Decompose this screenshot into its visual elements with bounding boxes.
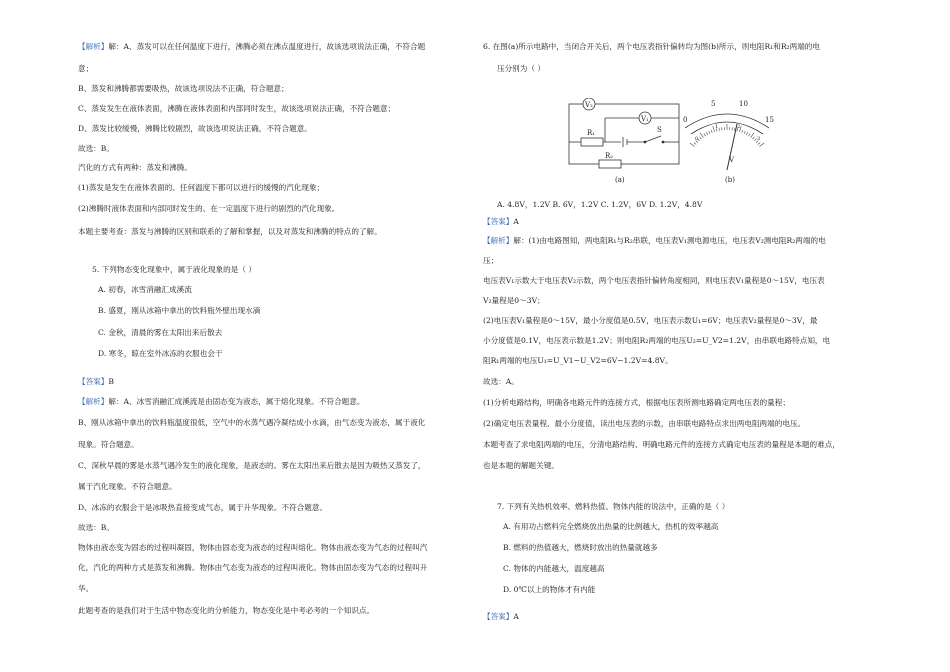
line-text: C、深秋早晨的雾是水蒸气遇冷发生的液化现象，是液态的。雾在太阳出来后散去是因为吸热又蒸发了， bbox=[78, 461, 426, 470]
meter-tick bbox=[744, 131, 745, 134]
left-line bbox=[78, 606, 374, 615]
meter-tick bbox=[706, 132, 707, 135]
meter-tick bbox=[746, 132, 747, 135]
line-text: A. 初春，冰雪消融汇成溪流 bbox=[98, 285, 192, 294]
meter-tick bbox=[690, 143, 695, 147]
scale-top-5: 5 bbox=[711, 100, 716, 108]
left-line bbox=[78, 84, 289, 93]
left-line bbox=[78, 227, 382, 236]
line-text: C. 金秋，清晨的雾在太阳出来后散去 bbox=[98, 328, 223, 337]
right-line bbox=[483, 398, 790, 407]
meter-tick bbox=[700, 137, 702, 139]
answer-tag: 【解析】 bbox=[78, 397, 109, 406]
right-line bbox=[483, 276, 825, 285]
line-text: 物体由液态变为固态的过程叫凝固，物体由固态变为液态的过程叫熔化。物体由液态变为气态的过程叫汽 bbox=[78, 543, 428, 552]
left-line bbox=[78, 144, 114, 153]
line-text: D、蒸发比较缓慢，沸腾比较剧烈，故该选项说法正确，不符合题意。 bbox=[78, 124, 312, 133]
meter-tick bbox=[758, 143, 760, 145]
line-text: A. 4.8V，1.2V B. 6V，1.2V C. 1.2V，6V D. 1.2V，4.8V bbox=[497, 200, 703, 209]
line-text: 电压表V₁示数大于电压表V₂示数，两个电压表指针偏转角度相同，则电压表V₁量程是0～15V，电压表 bbox=[483, 276, 825, 285]
meter-tick bbox=[742, 130, 743, 133]
scale-top-15: 15 bbox=[765, 116, 774, 124]
line-text: C. 物体的内能越大，温度越高 bbox=[503, 564, 605, 573]
line-text: 属于汽化现象。不符合题意。 bbox=[78, 482, 177, 491]
right-line bbox=[483, 316, 817, 325]
line-text: (2)沸腾时液体表面和内部同时发生的、在一定温度下进行的剧烈的汽化现象。 bbox=[78, 204, 340, 213]
r1-label: R₁ bbox=[587, 129, 596, 137]
line-text: B、刚从冰箱中拿出的饮料瓶温度很低，空气中的水蒸气遇冷凝结成小水滴，由气态变为液态，属于液化 bbox=[78, 418, 426, 427]
r2-label: R₂ bbox=[605, 152, 614, 160]
right-line bbox=[483, 236, 826, 245]
right-line bbox=[483, 522, 718, 531]
scale-top-10: 10 bbox=[739, 100, 748, 108]
line-text: 化，汽化的两种方式是蒸发和沸腾。物体由气态变为液态的过程叫液化。物体由固态变为气态的过程叫升 bbox=[78, 563, 428, 572]
right-line bbox=[483, 543, 658, 552]
line-text: 故选：A。 bbox=[483, 377, 519, 386]
figure-b-label: (b) bbox=[725, 176, 735, 184]
line-text: B. 盛夏，刚从冰箱中拿出的饮料瓶外壁出现水滴 bbox=[98, 306, 261, 315]
scale-bottom-0: 0 bbox=[695, 136, 699, 142]
line-text: A bbox=[513, 612, 519, 621]
figure-a-label: (a) bbox=[615, 176, 625, 184]
line-text: 意； bbox=[78, 64, 94, 73]
meter-tick bbox=[711, 130, 712, 133]
line-text: 汽化的方式有两种：蒸发和沸腾。 bbox=[78, 163, 192, 172]
right-line bbox=[483, 356, 673, 365]
line-text: A. 有用功占燃料完全燃烧放出热量的比例越大，热机的效率越高 bbox=[503, 522, 719, 531]
line-text: 压； bbox=[483, 256, 499, 265]
meter-tick bbox=[694, 143, 696, 145]
answer-tag: 【解析】 bbox=[483, 236, 514, 245]
scale-bottom-2: 2 bbox=[737, 124, 741, 130]
right-line bbox=[483, 217, 519, 226]
line-text: A bbox=[513, 217, 519, 226]
meter-tick bbox=[759, 143, 764, 147]
v2-label: V₂ bbox=[585, 101, 593, 109]
scale-bottom-3: 3 bbox=[757, 136, 761, 142]
right-line bbox=[483, 419, 805, 428]
left-line bbox=[78, 523, 114, 532]
line-text: D、冰冻的衣服会干是冰吸热直接变成气态，属于升华现象。不符合题意。 bbox=[78, 503, 328, 512]
line-text: (2)确定电压表量程、最小分度值，读出电压表的示数，由串联电路特点求出两电阻两端的电压。 bbox=[483, 419, 806, 428]
line-text: 故选：B。 bbox=[78, 523, 114, 532]
left-line bbox=[78, 461, 426, 470]
line-text: 7. 下列有关热机效率、燃料热值、物体内能的说法中，正确的是（ ） bbox=[497, 502, 730, 511]
right-line bbox=[483, 64, 545, 73]
left-line bbox=[78, 285, 192, 294]
meter-tick bbox=[709, 131, 710, 134]
left-line bbox=[78, 584, 93, 593]
left-line bbox=[78, 482, 177, 491]
meter-tick bbox=[704, 134, 706, 137]
right-line bbox=[483, 200, 702, 209]
line-text: 解：(1)由电路图知，两电阻R₁与R₂串联，电压表V₁测电源电压，电压表V₂测电阻R₂两端的电 bbox=[513, 236, 826, 245]
left-line bbox=[78, 104, 395, 113]
line-text: 解：A、冰雪消融汇成溪流是由固态变为液态，属于熔化现象。不符合题意。 bbox=[108, 397, 365, 406]
line-text: 故选：B。 bbox=[78, 144, 114, 153]
answer-tag: 【答案】 bbox=[78, 377, 109, 386]
line-text: 此题考查的是我们对于生活中物态变化的分析能力，物态变化是中考必考的一个知识点。 bbox=[78, 606, 375, 615]
line-text: 5. 下列物态变化现象中，属于液化现象的是（ ） bbox=[92, 265, 256, 274]
right-line bbox=[483, 42, 820, 51]
left-line bbox=[78, 563, 427, 572]
line-text: 小分度值是0.1V，电压表示数是1.2V；则电阻R₂两端的电压U₂=U_V2=1.2V，由串联电路特点知，电 bbox=[483, 336, 831, 345]
left-line bbox=[78, 306, 260, 315]
left-line bbox=[78, 183, 324, 192]
right-line bbox=[483, 256, 498, 265]
line-text: 现象。符合题意。 bbox=[78, 440, 139, 449]
meter-tick bbox=[700, 133, 704, 138]
line-text: B bbox=[108, 377, 114, 386]
line-text: 也是本题的解题关键。 bbox=[483, 461, 559, 470]
left-line bbox=[78, 42, 425, 51]
scale-bottom-1: 1 bbox=[715, 124, 719, 130]
line-text: 本题考查了求电阻两端的电压，分清电路结构、明确电路元件的连接方式确定电压表的量程是本题的难点， bbox=[483, 440, 840, 449]
right-line bbox=[483, 336, 830, 345]
line-text: (2)电压表V₁量程是0～15V，最小分度值是0.5V，电压表示数U₁=6V；电压表V₂量程是0～3V，最 bbox=[483, 316, 818, 325]
line-text: B. 燃料的热值越大，燃烧时放出的热量就越多 bbox=[503, 543, 658, 552]
left-line bbox=[78, 204, 339, 213]
line-text: V₂量程是0～3V； bbox=[483, 296, 545, 305]
line-text: 本题主要考查：蒸发与沸腾的区别和联系的了解和掌握，以及对蒸发和沸腾的特点的了解。 bbox=[78, 227, 382, 236]
meter-tick bbox=[734, 128, 735, 131]
right-line bbox=[483, 585, 595, 594]
left-line bbox=[78, 377, 114, 386]
switch-label: S bbox=[657, 126, 662, 134]
answer-tag: 【解析】 bbox=[78, 42, 109, 51]
left-line bbox=[78, 328, 222, 337]
right-line bbox=[483, 612, 519, 621]
meter-v-label: V bbox=[729, 156, 735, 164]
meter-tick bbox=[748, 134, 750, 137]
circuit-figure bbox=[565, 98, 805, 190]
meter-tick bbox=[751, 133, 755, 138]
line-text: 阻R₁两端的电压U₁=U_V1−U_V2=6V−1.2V=4.8V。 bbox=[483, 356, 673, 365]
left-line bbox=[78, 397, 364, 406]
left-line bbox=[78, 124, 312, 133]
right-line bbox=[483, 564, 605, 573]
left-line bbox=[78, 418, 425, 427]
right-line bbox=[483, 440, 840, 449]
answer-tag: 【答案】 bbox=[483, 217, 514, 226]
line-text: D. 寒冬，晾在室外冰冻的衣服也会干 bbox=[98, 349, 223, 358]
left-line bbox=[78, 349, 223, 358]
answer-tag: 【答案】 bbox=[483, 612, 514, 621]
right-line bbox=[483, 502, 729, 511]
left-line bbox=[78, 265, 256, 274]
left-line bbox=[78, 503, 327, 512]
line-text: C、蒸发发生在液体表面，沸腾在液体表面和内部同时发生，故该选项说法正确，不符合题意； bbox=[78, 104, 396, 113]
left-line bbox=[78, 440, 139, 449]
left-line bbox=[78, 543, 427, 552]
left-line bbox=[78, 163, 192, 172]
right-line bbox=[483, 377, 519, 386]
line-text: (1)蒸发是发生在液体表面的、任何温度下都可以进行的缓慢的汽化现象； bbox=[78, 183, 325, 192]
line-text: B、蒸发和沸腾都需要吸热，故该选项说法不正确，符合题意； bbox=[78, 84, 289, 93]
right-line bbox=[483, 461, 559, 470]
meter-tick bbox=[752, 137, 754, 139]
v1-label: V₁ bbox=[641, 115, 649, 123]
meter-tick bbox=[719, 128, 720, 131]
line-text: (1)分析电路结构，明确各电路元件的连接方式，根据电压表所测电路确定两电压表的量程； bbox=[483, 398, 790, 407]
scale-top-0: 0 bbox=[683, 116, 688, 124]
line-text: 解：A、蒸发可以在任何温度下进行，沸腾必须在沸点温度进行，故该选项说法正确，不符合题 bbox=[108, 42, 426, 51]
line-text: D. 0℃以上的物体才有内能 bbox=[503, 585, 596, 594]
line-text: 华。 bbox=[78, 584, 94, 593]
line-text: 6. 在图(a)所示电路中，当闭合开关后，两个电压表指针偏转均为图(b)所示，则电阻R₁和R₂两端的电 bbox=[483, 42, 820, 51]
line-text: 压分别为（ ） bbox=[497, 64, 545, 73]
right-line bbox=[483, 296, 545, 305]
left-line bbox=[78, 64, 93, 73]
